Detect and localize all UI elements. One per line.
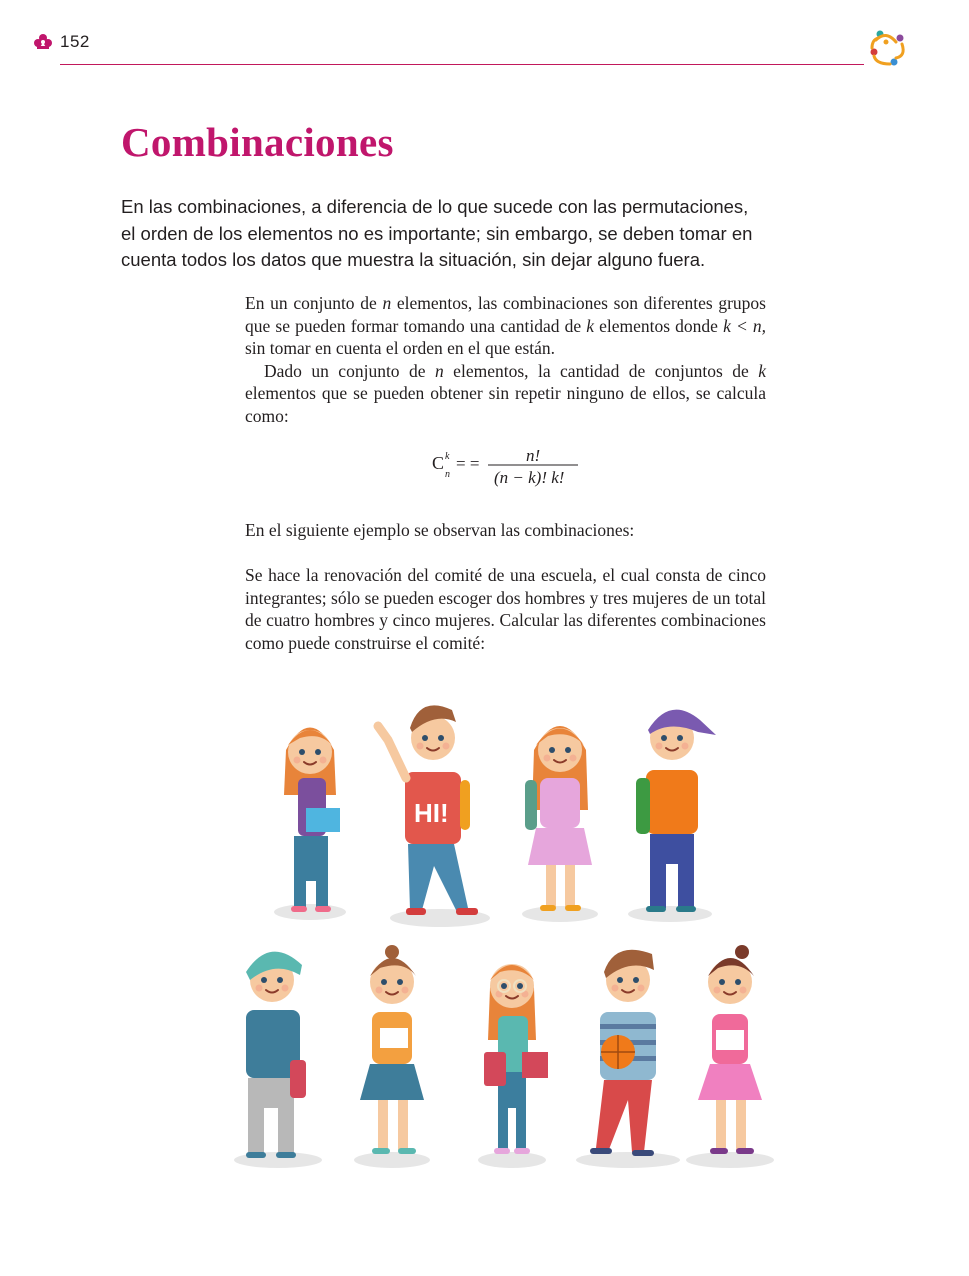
student-boy-purple-cap <box>628 710 716 922</box>
student-girl-pink-skirt <box>686 945 774 1168</box>
intro-line: En las combinaciones, a diferencia de lo que sucede con las permutaciones, <box>121 196 749 217</box>
student-girl-pink-dress <box>522 726 598 922</box>
problem-statement: Se hace la renovación del comité de una escuela, el cual consta de cinco integrantes; sólo se pueden escoger dos hombres y tres mujeres de un total de cuatro hombres y cinco mujeres. Calcular las diferentes combinaciones como puede construirse el comité: <box>245 565 766 653</box>
header-rule <box>60 64 864 65</box>
student-girl-blue-skirt <box>354 945 430 1168</box>
flower-emblem-icon <box>33 32 53 52</box>
page-number: 152 <box>60 32 90 51</box>
student-girl-purple <box>274 728 346 921</box>
student-girl-glasses <box>478 964 548 1168</box>
formula-symbol: C <box>432 453 445 473</box>
formula-superscript: k <box>445 451 450 462</box>
definition-paragraph-1: En un conjunto de n elementos, las combinaciones son diferentes grupos que se pueden formar tomando una cantidad de k elementos donde k < n, sin tomar en cuenta el orden en el que están. <box>245 293 766 359</box>
student-boy-basketball <box>576 950 680 1168</box>
example-intro: En el siguiente ejemplo se observan las combinaciones: <box>245 520 635 540</box>
definition-paragraph-2: Dado un conjunto de n elementos, la cantidad de conjuntos de k elementos que se pueden obtener sin repetir ninguno de ellos, se calcula como: <box>245 360 766 426</box>
formula-denominator: (n − k)! k! <box>494 468 565 487</box>
page-title: Combinaciones <box>121 119 394 165</box>
student-boy-hi-shirt <box>378 705 490 927</box>
student-boy-teal-cap <box>234 952 322 1168</box>
formula-equals: = = <box>456 454 480 473</box>
shirt-text: HI! <box>414 798 449 828</box>
intro-paragraph <box>121 194 761 274</box>
people-circle-logo-icon <box>866 26 910 70</box>
formula-numerator: n! <box>526 446 541 465</box>
intro-line: el orden de los elementos no es importante; sin embargo, se deben tomar en <box>121 222 753 244</box>
formula-subscript: n <box>445 469 450 480</box>
combination-formula <box>430 446 590 490</box>
intro-line: cuenta todos los datos que muestra la situación, sin dejar alguno fuera. <box>121 249 706 270</box>
students-illustration <box>220 690 790 1180</box>
definition-block <box>245 292 766 428</box>
